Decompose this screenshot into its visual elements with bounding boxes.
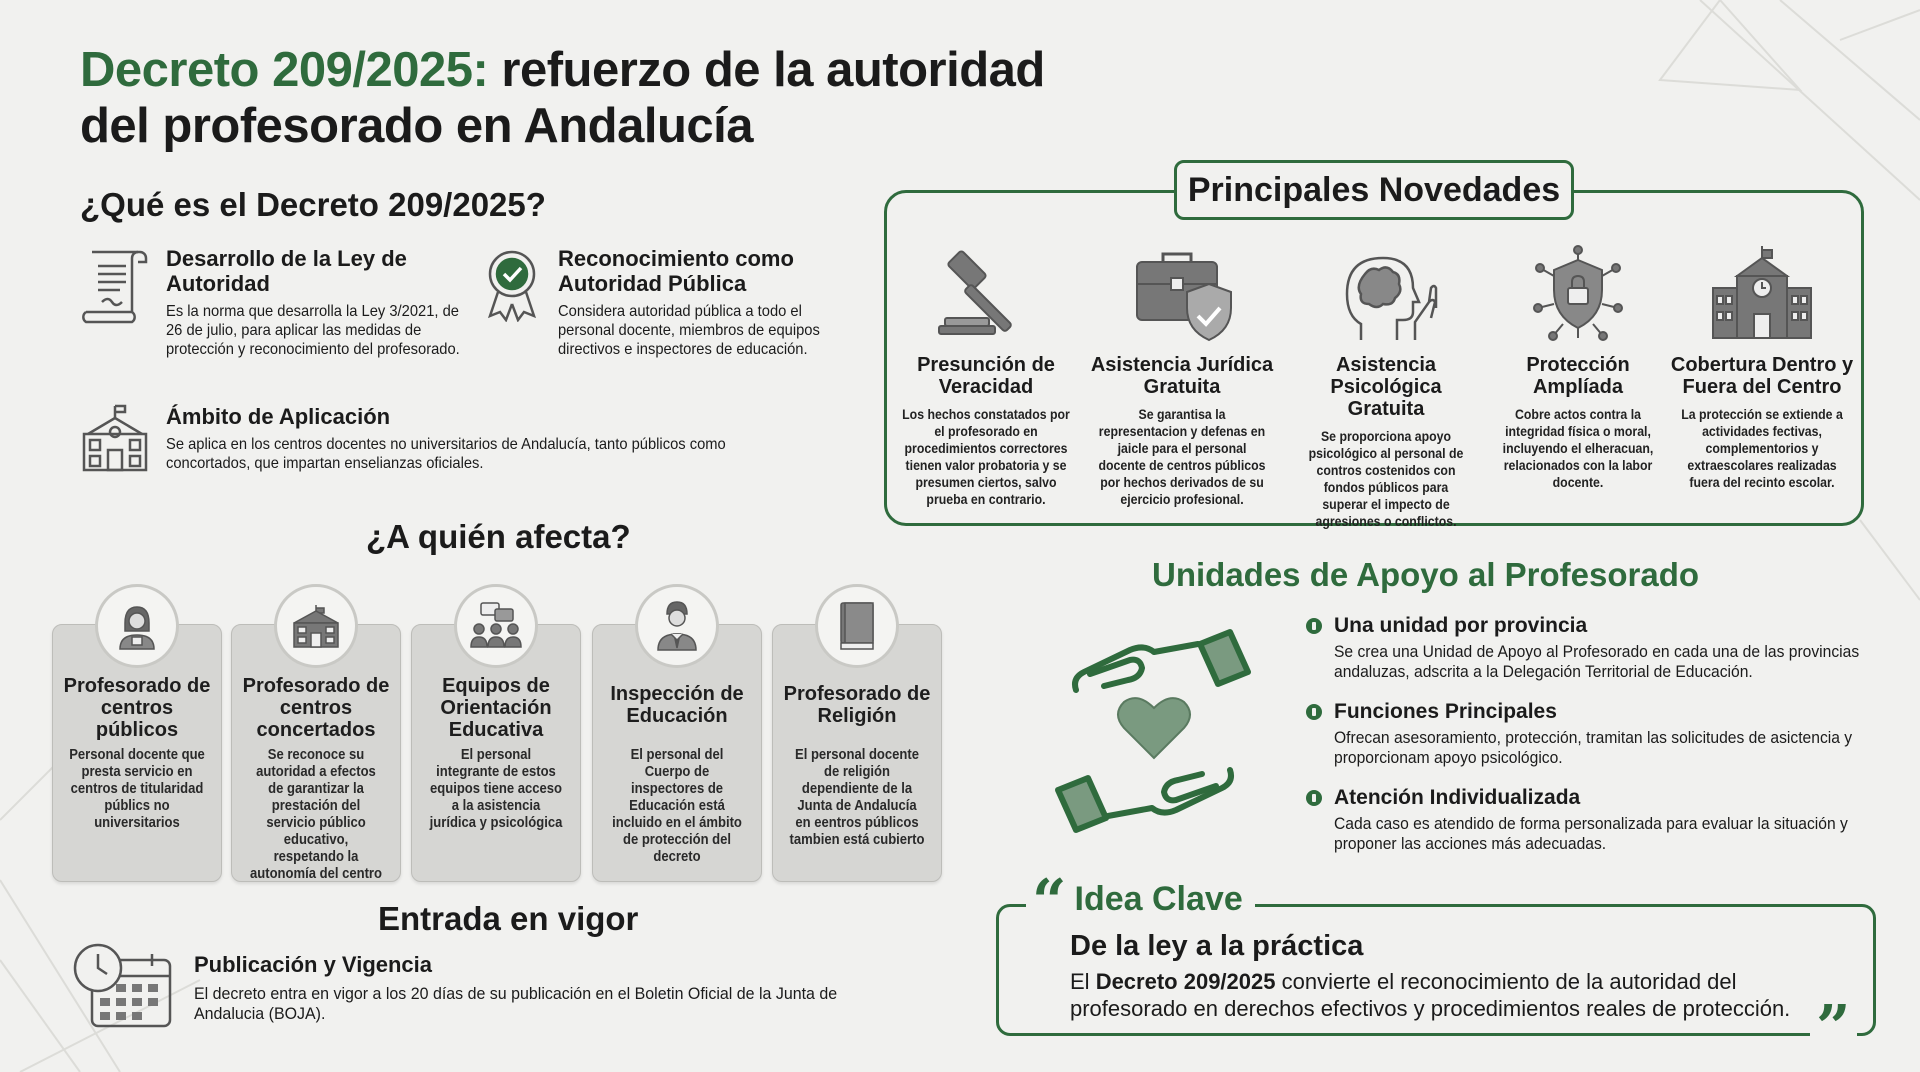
novedad-proteccion <box>1482 240 1674 491</box>
teacher-person-icon <box>95 584 179 668</box>
idea-subtitle: De la ley a la práctica <box>1070 930 1364 962</box>
novedad-text: Cobre actos contra la integridad física o moral, incluyendo el elheracuan, relacionados con la labor docente. <box>1502 406 1654 490</box>
bullet-icon <box>1306 618 1322 634</box>
unidades-item-provincia <box>1306 614 1886 682</box>
novedad-title: Asistencia Psicológica Gratuita <box>1330 354 1442 420</box>
head-brain-hand-icon <box>1290 240 1482 344</box>
who-heading: ¿A quién afecta? <box>366 518 631 555</box>
who-card-text: Personal docente que presta servicio en centros de titularidad públics no universitarios <box>69 747 205 831</box>
unidades-item-title: Atención Individualizada <box>1334 786 1581 809</box>
school-clock-building-icon <box>1666 240 1858 344</box>
what-is-item-title: Ámbito de Aplicación <box>166 404 391 429</box>
unidades-item-text: Ofrecan asesoramiento, protección, tramitan las solicitudes de asictencia y proporcionam apoyo psicológico. <box>1334 728 1853 767</box>
unidades-item-title: Una unidad por provincia <box>1334 614 1588 637</box>
scroll-document-icon <box>78 246 152 359</box>
what-is-item-scope <box>78 404 878 479</box>
vigor-title: Publicación y Vigencia <box>194 952 433 977</box>
idea-body-prefix: El <box>1070 969 1096 994</box>
who-card-text: El personal del Cuerpo de inspectores de Educación está incluido en el ámbito de protección del decreto <box>612 747 742 865</box>
vigor-text: El decreto entra en vigor a los 20 días de su publicación en el Boletin Oficial de la Junta de Andalucia (BOJA). <box>194 984 838 1023</box>
title-line2: del profesorado en Andalucía <box>80 99 754 153</box>
idea-body <box>1070 968 1830 1022</box>
novedad-text: Se proporciona apoyo psicológico al personal de contros costenidos con fondos públicos para superar el impecto de agresiones o conflictos. <box>1308 428 1464 529</box>
what-is-item-law <box>78 246 478 359</box>
vigor-heading: Entrada en vigor <box>378 900 639 937</box>
bullet-icon <box>1306 704 1322 720</box>
unidades-item-atencion <box>1306 786 1886 854</box>
open-quote-icon: “ <box>1032 866 1067 937</box>
what-is-item-title: Desarrollo de la Ley de Autoridad <box>166 246 407 296</box>
what-is-item-text: Se aplica en los centros docentes no universitarios de Andalucía, tanto públicos como concortados, que impartan enselianzas oficiales. <box>166 436 726 472</box>
school-building-icon <box>78 404 152 479</box>
who-card-title: Profesorado de centros públicos <box>63 675 211 741</box>
novedad-juridica <box>1086 240 1278 508</box>
what-is-item-authority <box>480 246 860 359</box>
briefcase-shield-icon <box>1086 240 1278 344</box>
who-card-text: Se reconoce su autoridad a efectos de garantizar la prestación del servicio público educativo, respetando la autonomía del centro <box>250 747 382 882</box>
bullet-icon <box>1306 790 1322 806</box>
who-card-text: El personal docente de religión dependiente de la Junta de Andalucía en eentros públicos tambien está cubierto <box>789 747 925 848</box>
book-icon <box>815 584 899 668</box>
novedad-title: Presunción de Veracidad <box>917 354 1055 398</box>
inspector-person-icon <box>635 584 719 668</box>
idea-label <box>1026 866 1255 937</box>
unidades-item-text: Se crea una Unidad de Apoyo al Profesorado en cada una de las provincias andaluzas, adscrita a la Delegación Territorial de Educación. <box>1334 642 1860 681</box>
what-is-item-text: Es la norma que desarrolla la Ley 3/2021, de 26 de julio, para aplicar las medidas de protección y reconocimiento del profesorado. <box>166 303 460 358</box>
novedad-title: Asistencia Jurídica Gratuita <box>1090 354 1274 398</box>
who-card-title: Profesorado de Religión <box>783 683 931 727</box>
unidades-item-title: Funciones Principales <box>1334 700 1557 723</box>
hands-heart-icon <box>1050 620 1260 845</box>
shield-lock-network-icon <box>1482 240 1674 344</box>
award-badge-icon <box>480 246 544 359</box>
who-card-text: El personal integrante de estos equipos tiene acceso a la asistencia jurídica y psicológica <box>429 747 563 831</box>
novedad-veracidad <box>890 240 1082 508</box>
novedad-psicologica <box>1290 240 1482 530</box>
novedades-heading: Principales Novedades <box>1174 160 1574 220</box>
novedad-title: Cobertura Dentro y Fuera del Centro <box>1670 354 1854 398</box>
unidades-item-text: Cada caso es atendido de forma personalizada para evaluar la situación y proponer las acciones más adecuadas. <box>1334 814 1848 853</box>
novedad-text: Los hechos constatados por el profesorado en procedimientos correctores tienen valor probatoria y se presumen ciertos, salvo prueba en contrario. <box>902 406 1070 507</box>
school-building-icon <box>274 584 358 668</box>
who-card-title: Equipos de Orientación Educativa <box>440 675 552 741</box>
unidades-heading: Unidades de Apoyo al Profesorado <box>1152 556 1700 593</box>
close-quote-icon: ” <box>1810 1006 1857 1046</box>
calendar-clock-icon <box>72 942 176 1037</box>
page-title <box>80 42 1180 154</box>
who-card-title: Profesorado de centros concertados <box>242 675 390 741</box>
gavel-icon <box>890 240 1082 344</box>
what-is-item-text: Considera autoridad pública a todo el personal docente, miembros de equipos directivos e inspectores de educación. <box>558 303 820 358</box>
novedad-cobertura <box>1666 240 1858 491</box>
who-card-title: Inspección de Educación <box>610 683 744 727</box>
title-rest: refuerzo de la autoridad <box>488 43 1045 97</box>
what-is-heading: ¿Qué es el Decreto 209/2025? <box>80 186 546 223</box>
idea-label-text: Idea Clave <box>1074 880 1243 918</box>
unidades-item-funciones <box>1306 700 1886 768</box>
novedad-title: Protección Amplíada <box>1526 354 1630 398</box>
idea-body-rest: convierte el reconocimiento de la autoridad del profesorado en derechos efectivos y procedimientos reales de protección. <box>1070 969 1791 1021</box>
what-is-item-title: Reconocimiento como Autoridad Pública <box>558 246 794 296</box>
group-discussion-icon <box>454 584 538 668</box>
title-highlight: Decreto 209/2025: <box>80 43 489 97</box>
novedad-text: La protección se extiende a actividades fectivas, complementorios y extraescolares realizadas fuera del recinto escolar. <box>1681 406 1843 490</box>
novedad-text: Se garantisa la representacion y defenas en jaicle para el personal docente de centros públicos por hechos derivados de su ejercicio profesional. <box>1098 406 1266 507</box>
idea-body-bold: Decreto 209/2025 <box>1095 969 1276 994</box>
